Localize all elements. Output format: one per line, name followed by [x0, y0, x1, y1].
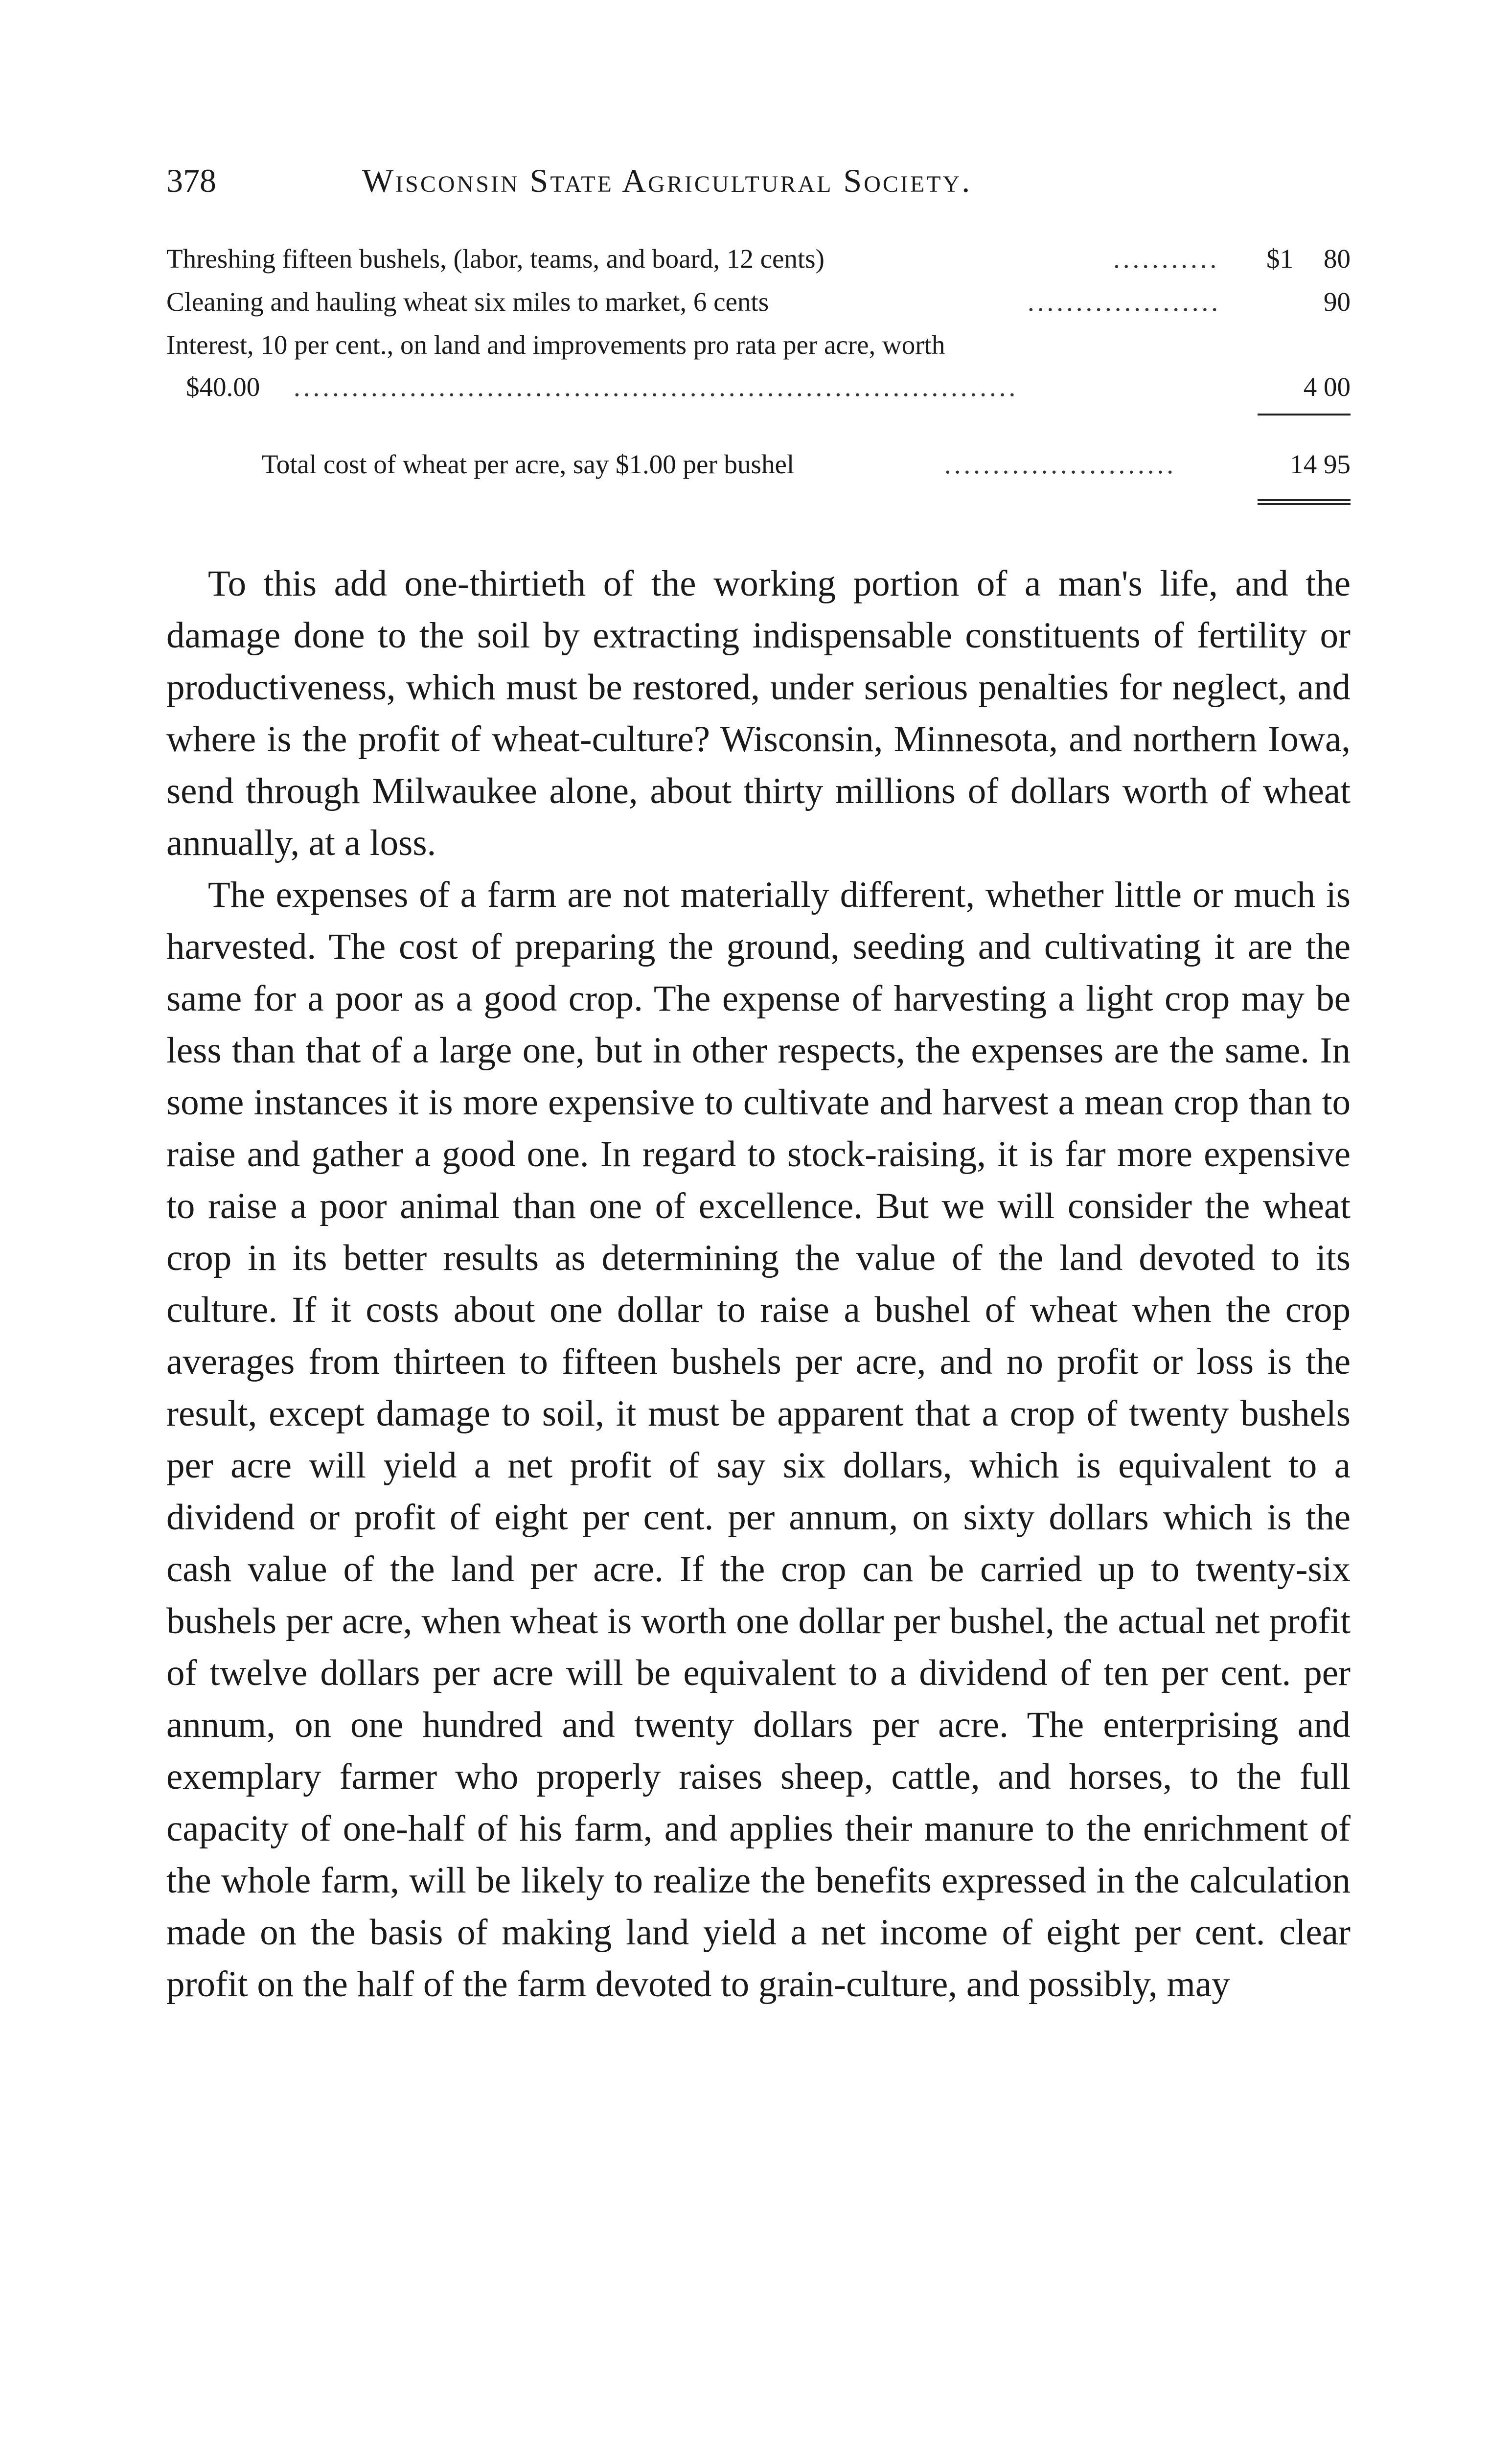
ledger-item-description-cont: $40.00	[186, 372, 260, 402]
ledger-row-threshing	[166, 240, 1351, 278]
ledger-row-interest-cont	[166, 368, 1351, 406]
ledger-item-amount: 80	[1324, 244, 1351, 274]
sum-rule	[1258, 414, 1351, 416]
page-number: 378	[166, 162, 216, 199]
ledger-item-description: Interest, 10 per cent., on land and improvements pro rata per acre, worth	[166, 330, 945, 360]
ledger-item-currency: $1	[1266, 244, 1293, 274]
leader-dots: ........................	[944, 449, 1176, 479]
running-head	[166, 162, 1360, 210]
ledger-row-total	[166, 445, 1351, 484]
ledger-row-cleaning	[166, 283, 1351, 321]
running-title: Wisconsin State Agricultural Society.	[362, 162, 972, 199]
leader-dots: ....................	[1028, 287, 1221, 317]
total-double-rule	[1258, 499, 1351, 505]
ledger-item-description: Cleaning and hauling wheat six miles to market, 6 cents	[166, 287, 769, 317]
leader-dots: ...........	[1113, 244, 1220, 274]
body-text	[166, 558, 1351, 2010]
paragraph: To this add one-thirtieth of the working portion of a man's life, and the damage done to the soil by extracting indispensable constituents of fertility or productiveness, which must be restored, under serious penalties for neglect, and where is the profit of wheat-culture? Wisconsin, Minnesota, and northern Iowa, send through Milwaukee alone, about thirty millions of dollars worth of wheat annually, at a loss.	[166, 563, 1351, 863]
leader-dots: ...........................................................................	[294, 372, 1019, 402]
ledger-item-amount: 90	[1324, 287, 1351, 317]
ledger-row-interest	[166, 326, 1351, 364]
paragraph: The expenses of a farm are not materially different, whether little or much is harvested. The cost of preparing the ground, seeding and cultivating it are the same for a poor as a good crop. The expense of harvesting a light crop may be less than that of a large one, but in other respects, the expenses are the same. In some instances it is more expensive to cultivate and harvest a mean crop than to raise and gather a good one. In regard to stock-raising, it is far more expensive to raise a poor animal than one of excellence. But we will consider the wheat crop in its better results as determining the value of the land devoted to its culture. If it costs about one dollar to raise a bushel of wheat when the crop averages from thirteen to fifteen bushels per acre, and no profit or loss is the result, except damage to soil, it must be apparent that a crop of twenty bushels per acre will yield a net profit of say six dollars, which is equivalent to a dividend or profit of eight per cent. per annum, on sixty dollars which is the cash value of the land per acre. If the crop can be carried up to twenty-six bushels per acre, when wheat is worth one dollar per bushel, the actual net profit of twelve dollars per acre will be equivalent to a dividend of ten per cent. per annum, on one hundred and twenty dollars per acre. The enterprising and exemplary farmer who properly raises sheep, cattle, and horses, to the full capacity of one-half of his farm, and applies their manure to the enrichment of the whole farm, will be likely to realize the benefits expressed in the calculation made on the basis of making land yield a net income of eight per cent. clear profit on the half of the farm devoted to grain-culture, and possibly, may	[166, 875, 1351, 2005]
ledger-total-description: Total cost of wheat per acre, say $1.00 per bushel	[262, 449, 795, 479]
ledger-item-description: Threshing fifteen bushels, (labor, teams, and board, 12 cents)	[166, 244, 825, 274]
ledger-total-amount: 14 95	[1290, 449, 1351, 479]
ledger-item-amount: 4 00	[1303, 372, 1351, 402]
